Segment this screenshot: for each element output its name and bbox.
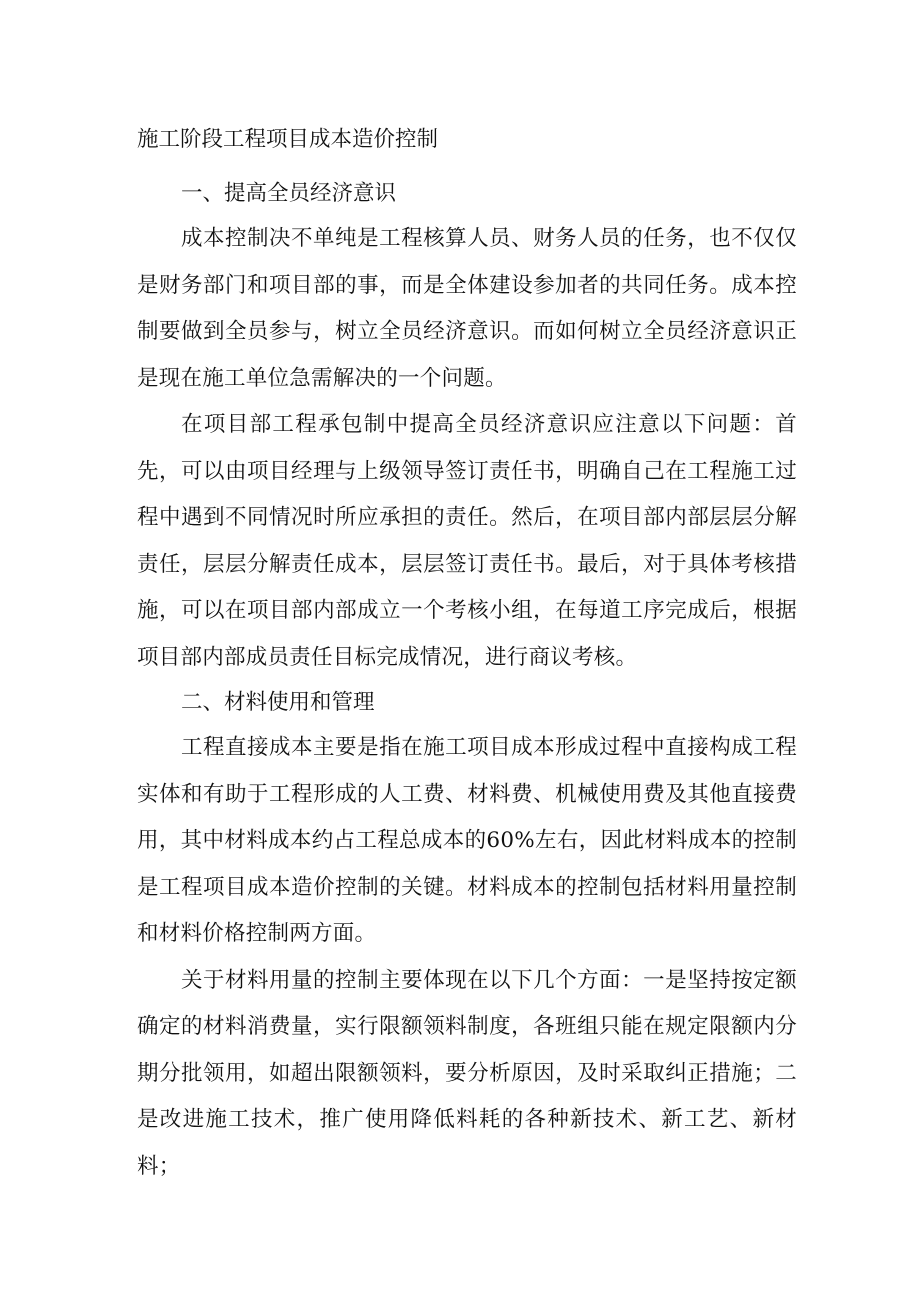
section-heading-2: 二、材料使用和管理 bbox=[181, 690, 375, 715]
document-title: 施工阶段工程项目成本造价控制 bbox=[137, 127, 439, 152]
paragraph: 关于材料用量的控制主要体现在以下几个方面：一是坚持按定额确定的材料消费量，实行限额领料制度，各班组只能在规定限额内分期分批领用，如超出限额领料，要分析原因，及时采取纠正措施；二是改进施工技术，推广使用降低料耗的各种新技术、新工艺、新材料； bbox=[137, 967, 797, 1179]
document-body bbox=[137, 118, 797, 1190]
paragraph: 在项目部工程承包制中提高全员经济意识应注意以下问题：首先，可以由项目经理与上级领导签订责任书，明确自己在工程施工过程中遇到不同情况时所应承担的责任。然后，在项目部内部层层分解责任，层层分解责任成本，层层签订责任书。最后，对于具体考核措施，可以在项目部内部成立一个考核小组，在每道工序完成后，根据项目部内部成员责任目标完成情况，进行商议考核。 bbox=[137, 412, 797, 670]
section-heading-1: 一、提高全员经济意识 bbox=[181, 181, 397, 206]
paragraph: 成本控制决不单纯是工程核算人员、财务人员的任务，也不仅仅是财务部门和项目部的事，而是全体建设参加者的共同任务。成本控制要做到全员参与，树立全员经济意识。而如何树立全员经济意识正是现在施工单位急需解决的一个问题。 bbox=[137, 226, 797, 391]
paragraph: 工程直接成本主要是指在施工项目成本形成过程中直接构成工程实体和有助于工程形成的人工费、材料费、机械使用费及其他直接费用，其中材料成本约占工程总成本的60%左右，因此材料成本的控制是工程项目成本造价控制的关键。材料成本的控制包括材料用量控制和材料价格控制两方面。 bbox=[137, 735, 797, 946]
